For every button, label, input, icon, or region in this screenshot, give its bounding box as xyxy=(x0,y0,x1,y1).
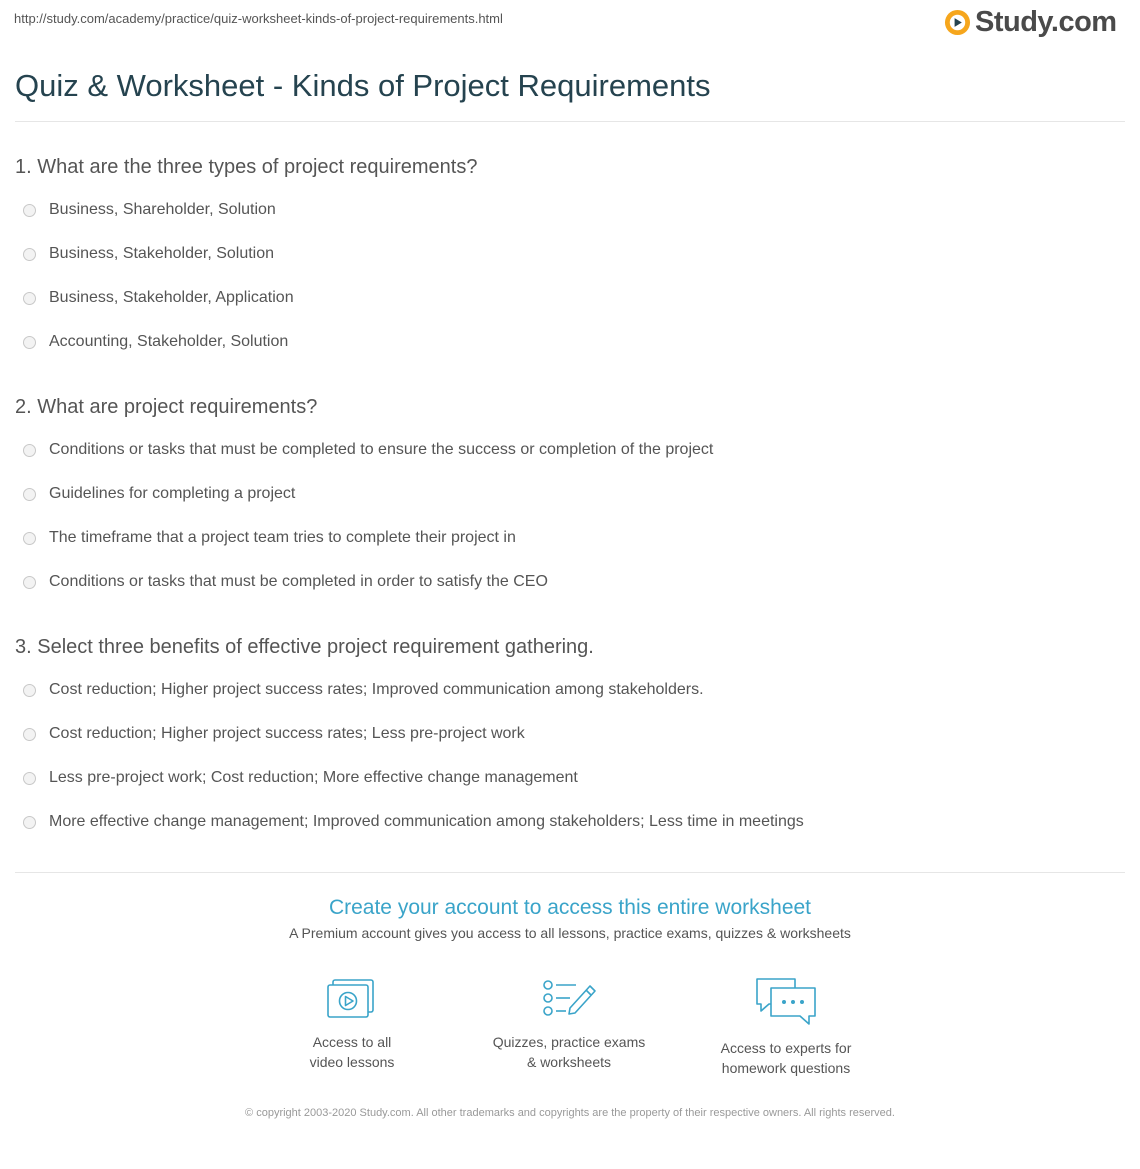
feature-label-line2: video lessons xyxy=(309,1054,395,1070)
answer-label: Guidelines for completing a project xyxy=(49,485,296,502)
answer-label: Business, Stakeholder, Solution xyxy=(49,245,275,262)
study-logo-icon xyxy=(944,9,971,36)
question-2 xyxy=(15,392,1125,604)
radio-button[interactable] xyxy=(23,204,36,217)
answer-option[interactable] xyxy=(15,800,1125,844)
question-3 xyxy=(15,632,1125,844)
feature-label-line2: homework questions xyxy=(721,1060,851,1076)
question-title: 2. What are project requirements? xyxy=(15,396,318,418)
answer-option[interactable] xyxy=(15,668,1125,712)
radio-button[interactable] xyxy=(23,684,36,697)
feature-label-line1: Quizzes, practice exams xyxy=(492,1034,646,1050)
answer-label: Business, Stakeholder, Application xyxy=(49,289,294,306)
answer-option[interactable] xyxy=(15,428,1125,472)
answer-label: Business, Shareholder, Solution xyxy=(49,201,276,218)
signup-cta xyxy=(0,895,1140,941)
quiz-checklist-icon xyxy=(540,976,598,1022)
feature-label-line2: & worksheets xyxy=(526,1054,612,1070)
study-com-logo[interactable] xyxy=(944,6,1117,39)
video-lessons-icon xyxy=(325,976,379,1022)
title-divider xyxy=(15,121,1125,122)
answer-options xyxy=(15,428,1125,604)
cta-link[interactable]: Create your account to access this entire worksheet xyxy=(328,896,812,919)
question-1 xyxy=(15,152,1125,364)
radio-button[interactable] xyxy=(23,248,36,261)
answer-label: More effective change management; Improved communication among stakeholders; Less time in meetings xyxy=(49,813,804,830)
answer-label: Accounting, Stakeholder, Solution xyxy=(49,333,289,350)
answer-option[interactable] xyxy=(15,756,1125,800)
answer-option[interactable] xyxy=(15,712,1125,756)
page-title: Quiz & Worksheet - Kinds of Project Requirements xyxy=(15,68,711,103)
feature-experts xyxy=(696,976,876,1078)
copyright-notice: © copyright 2003-2020 Study.com. All other trademarks and copyrights are the property of their respective owners. All rights reserved. xyxy=(245,1107,895,1119)
radio-button[interactable] xyxy=(23,816,36,829)
question-title: 1. What are the three types of project requirements? xyxy=(15,156,478,178)
question-title: 3. Select three benefits of effective project requirement gathering. xyxy=(15,636,594,658)
feature-quizzes xyxy=(479,976,659,1072)
answer-option[interactable] xyxy=(15,472,1125,516)
feature-video-lessons xyxy=(262,976,442,1072)
radio-button[interactable] xyxy=(23,728,36,741)
radio-button[interactable] xyxy=(23,576,36,589)
feature-label-line1: Access to experts for xyxy=(720,1040,852,1056)
radio-button[interactable] xyxy=(23,772,36,785)
radio-button[interactable] xyxy=(23,488,36,501)
answer-label: Cost reduction; Higher project success rates; Less pre-project work xyxy=(49,725,525,742)
answer-label: Less pre-project work; Cost reduction; More effective change management xyxy=(49,769,578,786)
radio-button[interactable] xyxy=(23,336,36,349)
answer-options xyxy=(15,188,1125,364)
answer-label: Cost reduction; Higher project success rates; Improved communication among stakeholders. xyxy=(49,681,704,698)
feature-label-line1: Access to all xyxy=(312,1034,392,1050)
logo-text: Study.com xyxy=(975,6,1117,38)
answer-label: The timeframe that a project team tries to complete their project in xyxy=(49,529,516,546)
radio-button[interactable] xyxy=(23,292,36,305)
answer-label: Conditions or tasks that must be completed in order to satisfy the CEO xyxy=(49,573,548,590)
radio-button[interactable] xyxy=(23,532,36,545)
answer-label: Conditions or tasks that must be completed to ensure the success or completion of the project xyxy=(49,441,714,458)
answer-option[interactable] xyxy=(15,188,1125,232)
answer-options xyxy=(15,668,1125,844)
answer-option[interactable] xyxy=(15,516,1125,560)
chat-bubbles-icon xyxy=(753,976,819,1028)
answer-option[interactable] xyxy=(15,276,1125,320)
answer-option[interactable] xyxy=(15,560,1125,604)
cta-divider xyxy=(15,872,1125,873)
answer-option[interactable] xyxy=(15,232,1125,276)
page-url: http://study.com/academy/practice/quiz-worksheet-kinds-of-project-requirements.html xyxy=(14,11,503,26)
cta-subtitle: A Premium account gives you access to all lessons, practice exams, quizzes & worksheets xyxy=(289,925,851,941)
answer-option[interactable] xyxy=(15,320,1125,364)
radio-button[interactable] xyxy=(23,444,36,457)
